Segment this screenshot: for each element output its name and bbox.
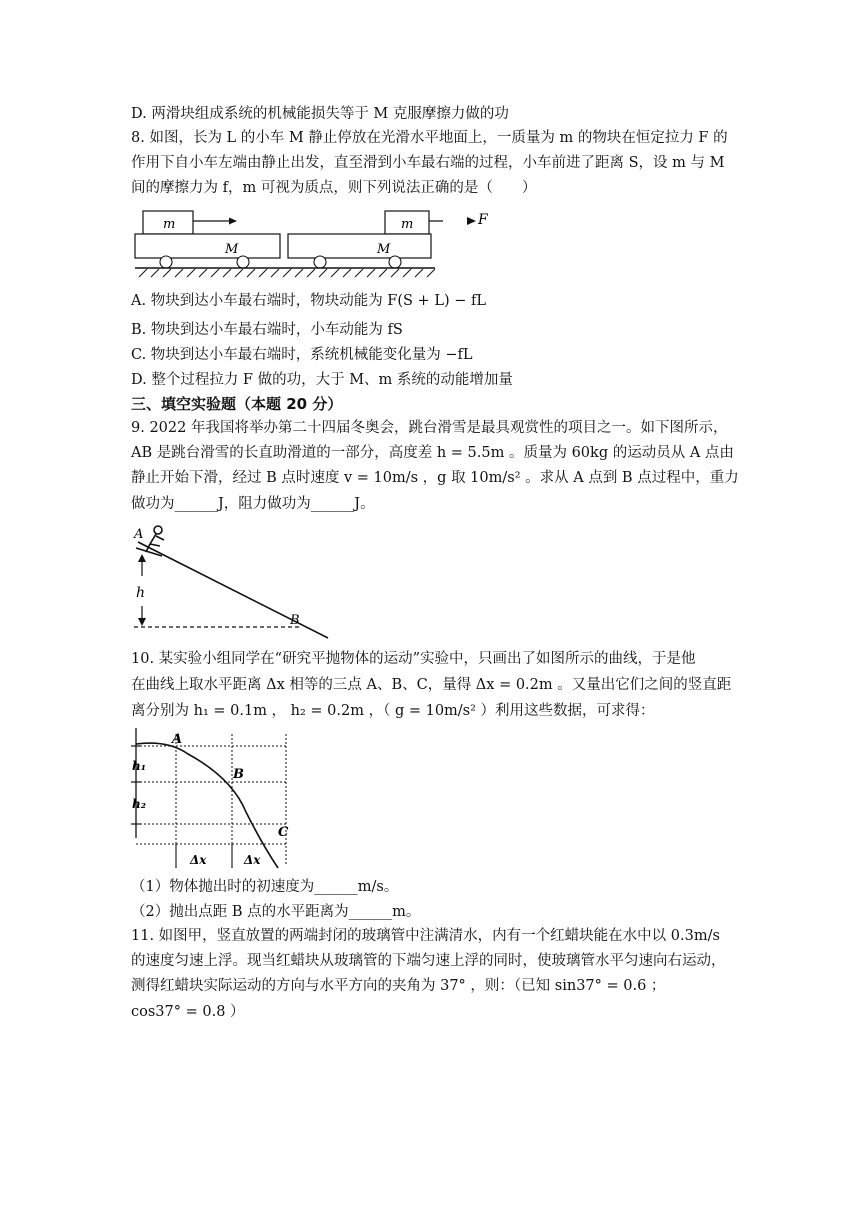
q8-wheel bbox=[237, 256, 249, 268]
q9-stem-line3: 静止开始下滑，经过 B 点时速度 v = 10m/s ，g 取 10m/s² 。求从 A 点到 B 点过程中，重力 bbox=[131, 470, 739, 486]
q8-block-label-right: m bbox=[401, 217, 414, 232]
q8-cart-left bbox=[135, 234, 280, 258]
q10-sub2: （2）抛出点距 B 点的水平距离为______m。 bbox=[131, 904, 421, 920]
q8-ground-hatch bbox=[139, 269, 435, 277]
q8-option-d: D. 整个过程拉力 F 做的功，大于 M、m 系统的动能增加量 bbox=[131, 372, 513, 388]
q8-option-b: B. 物块到达小车最右端时，小车动能为 fS bbox=[131, 322, 403, 338]
q7-option-d: D. 两滑块组成系统的机械能损失等于 M 克服摩擦力做的功 bbox=[131, 106, 509, 122]
q11-stem-line4: cos37° = 0.8 ） bbox=[131, 1004, 245, 1020]
q10-stem-line1: 10. 某实验小组同学在“研究平抛物体的运动”实验中，只画出了如图所示的曲线，于是他 bbox=[131, 651, 696, 667]
q9-label-a: A bbox=[134, 527, 144, 542]
q8-wheel bbox=[389, 256, 401, 268]
q10-label-b: B bbox=[233, 767, 244, 782]
q11-stem-line2: 的速度匀速上浮。现当红蜡块从玻璃管的下端匀速上浮的同时，使玻璃管水平匀速向右运动， bbox=[131, 953, 726, 969]
q8-stem-line1: 8. 如图，长为 L 的小车 M 静止停放在光滑水平地面上，一质量为 m 的物块在恒定拉力 F 的 bbox=[131, 130, 728, 146]
q8-wheel bbox=[160, 256, 172, 268]
q10-trajectory-figure bbox=[128, 726, 298, 872]
q10-stem-line3: 离分别为 h₁ = 0.1m ， h₂ = 0.2m ，（ g = 10m/s² ）利用这些数据，可求得： bbox=[131, 703, 655, 719]
q8-cart-figure bbox=[133, 205, 443, 285]
q8-option-c: C. 物块到达小车最右端时，系统机械能变化量为 −fL bbox=[131, 347, 473, 363]
q10-label-dx2: Δx bbox=[244, 853, 261, 867]
q8-cart-label-right: M bbox=[377, 242, 391, 257]
q8-force-arrowhead bbox=[466, 210, 496, 232]
q10-stem-line2: 在曲线上取水平距离 Δx 相等的三点 A、B、C，量得 Δx = 0.2m 。又量出它们之间的竖直距 bbox=[131, 677, 732, 693]
q10-label-a: A bbox=[172, 732, 183, 747]
q9-stem-line2: AB 是跳台滑雪的长直助滑道的一部分，高度差 h = 5.5m 。质量为 60kg 的运动员从 A 点由 bbox=[131, 445, 734, 461]
q10-label-h1: h₁ bbox=[132, 759, 146, 773]
q9-stem-line4: 做功为______J，阻力做功为______J。 bbox=[131, 496, 375, 512]
q11-stem-line3: 测得红蜡块实际运动的方向与水平方向的夹角为 37° ，则：（已知 sin37° = 0.6 ； bbox=[131, 978, 666, 994]
q9-label-h: h bbox=[136, 585, 146, 601]
up-arrow-icon bbox=[138, 554, 146, 562]
q10-label-dx1: Δx bbox=[190, 853, 207, 867]
q10-curve bbox=[136, 743, 278, 868]
section-3-title: 三、填空实验题（本题 20 分） bbox=[131, 395, 343, 413]
q8-stem-line3: 间的摩擦力为 f，m 可视为质点，则下列说法正确的是（ ） bbox=[131, 180, 537, 196]
q9-stem-line1: 9. 2022 年我国将举办第二十四届冬奥会，跳台滑雪是最具观赏性的项目之一。如下图所示， bbox=[131, 420, 728, 436]
q8-wheel bbox=[314, 256, 326, 268]
q11-stem-line1: 11. 如图甲，竖直放置的两端封闭的玻璃管中注满清水，内有一个红蜡块能在水中以 0.3m/s bbox=[131, 928, 720, 944]
q8-block-label-left: m bbox=[163, 217, 176, 232]
q9-label-b: B bbox=[290, 613, 300, 628]
q8-cart-label-left: M bbox=[225, 242, 239, 257]
q8-force-label: F bbox=[478, 212, 488, 228]
q10-label-c: C bbox=[278, 825, 289, 840]
q8-stem-line2: 作用下自小车左端由静止出发，直至滑到小车最右端的过程，小车前进了距离 S，设 m 与 M bbox=[131, 155, 725, 171]
q8-option-a: A. 物块到达小车最右端时，物块动能为 F(S + L) − fL bbox=[131, 293, 486, 309]
q9-slope-figure bbox=[130, 522, 335, 642]
q10-label-h2: h₂ bbox=[132, 797, 146, 811]
q8-cart-right bbox=[288, 234, 431, 258]
q10-sub1: （1）物体抛出时的初速度为______m/s。 bbox=[131, 879, 399, 895]
down-arrow-icon bbox=[138, 618, 146, 626]
